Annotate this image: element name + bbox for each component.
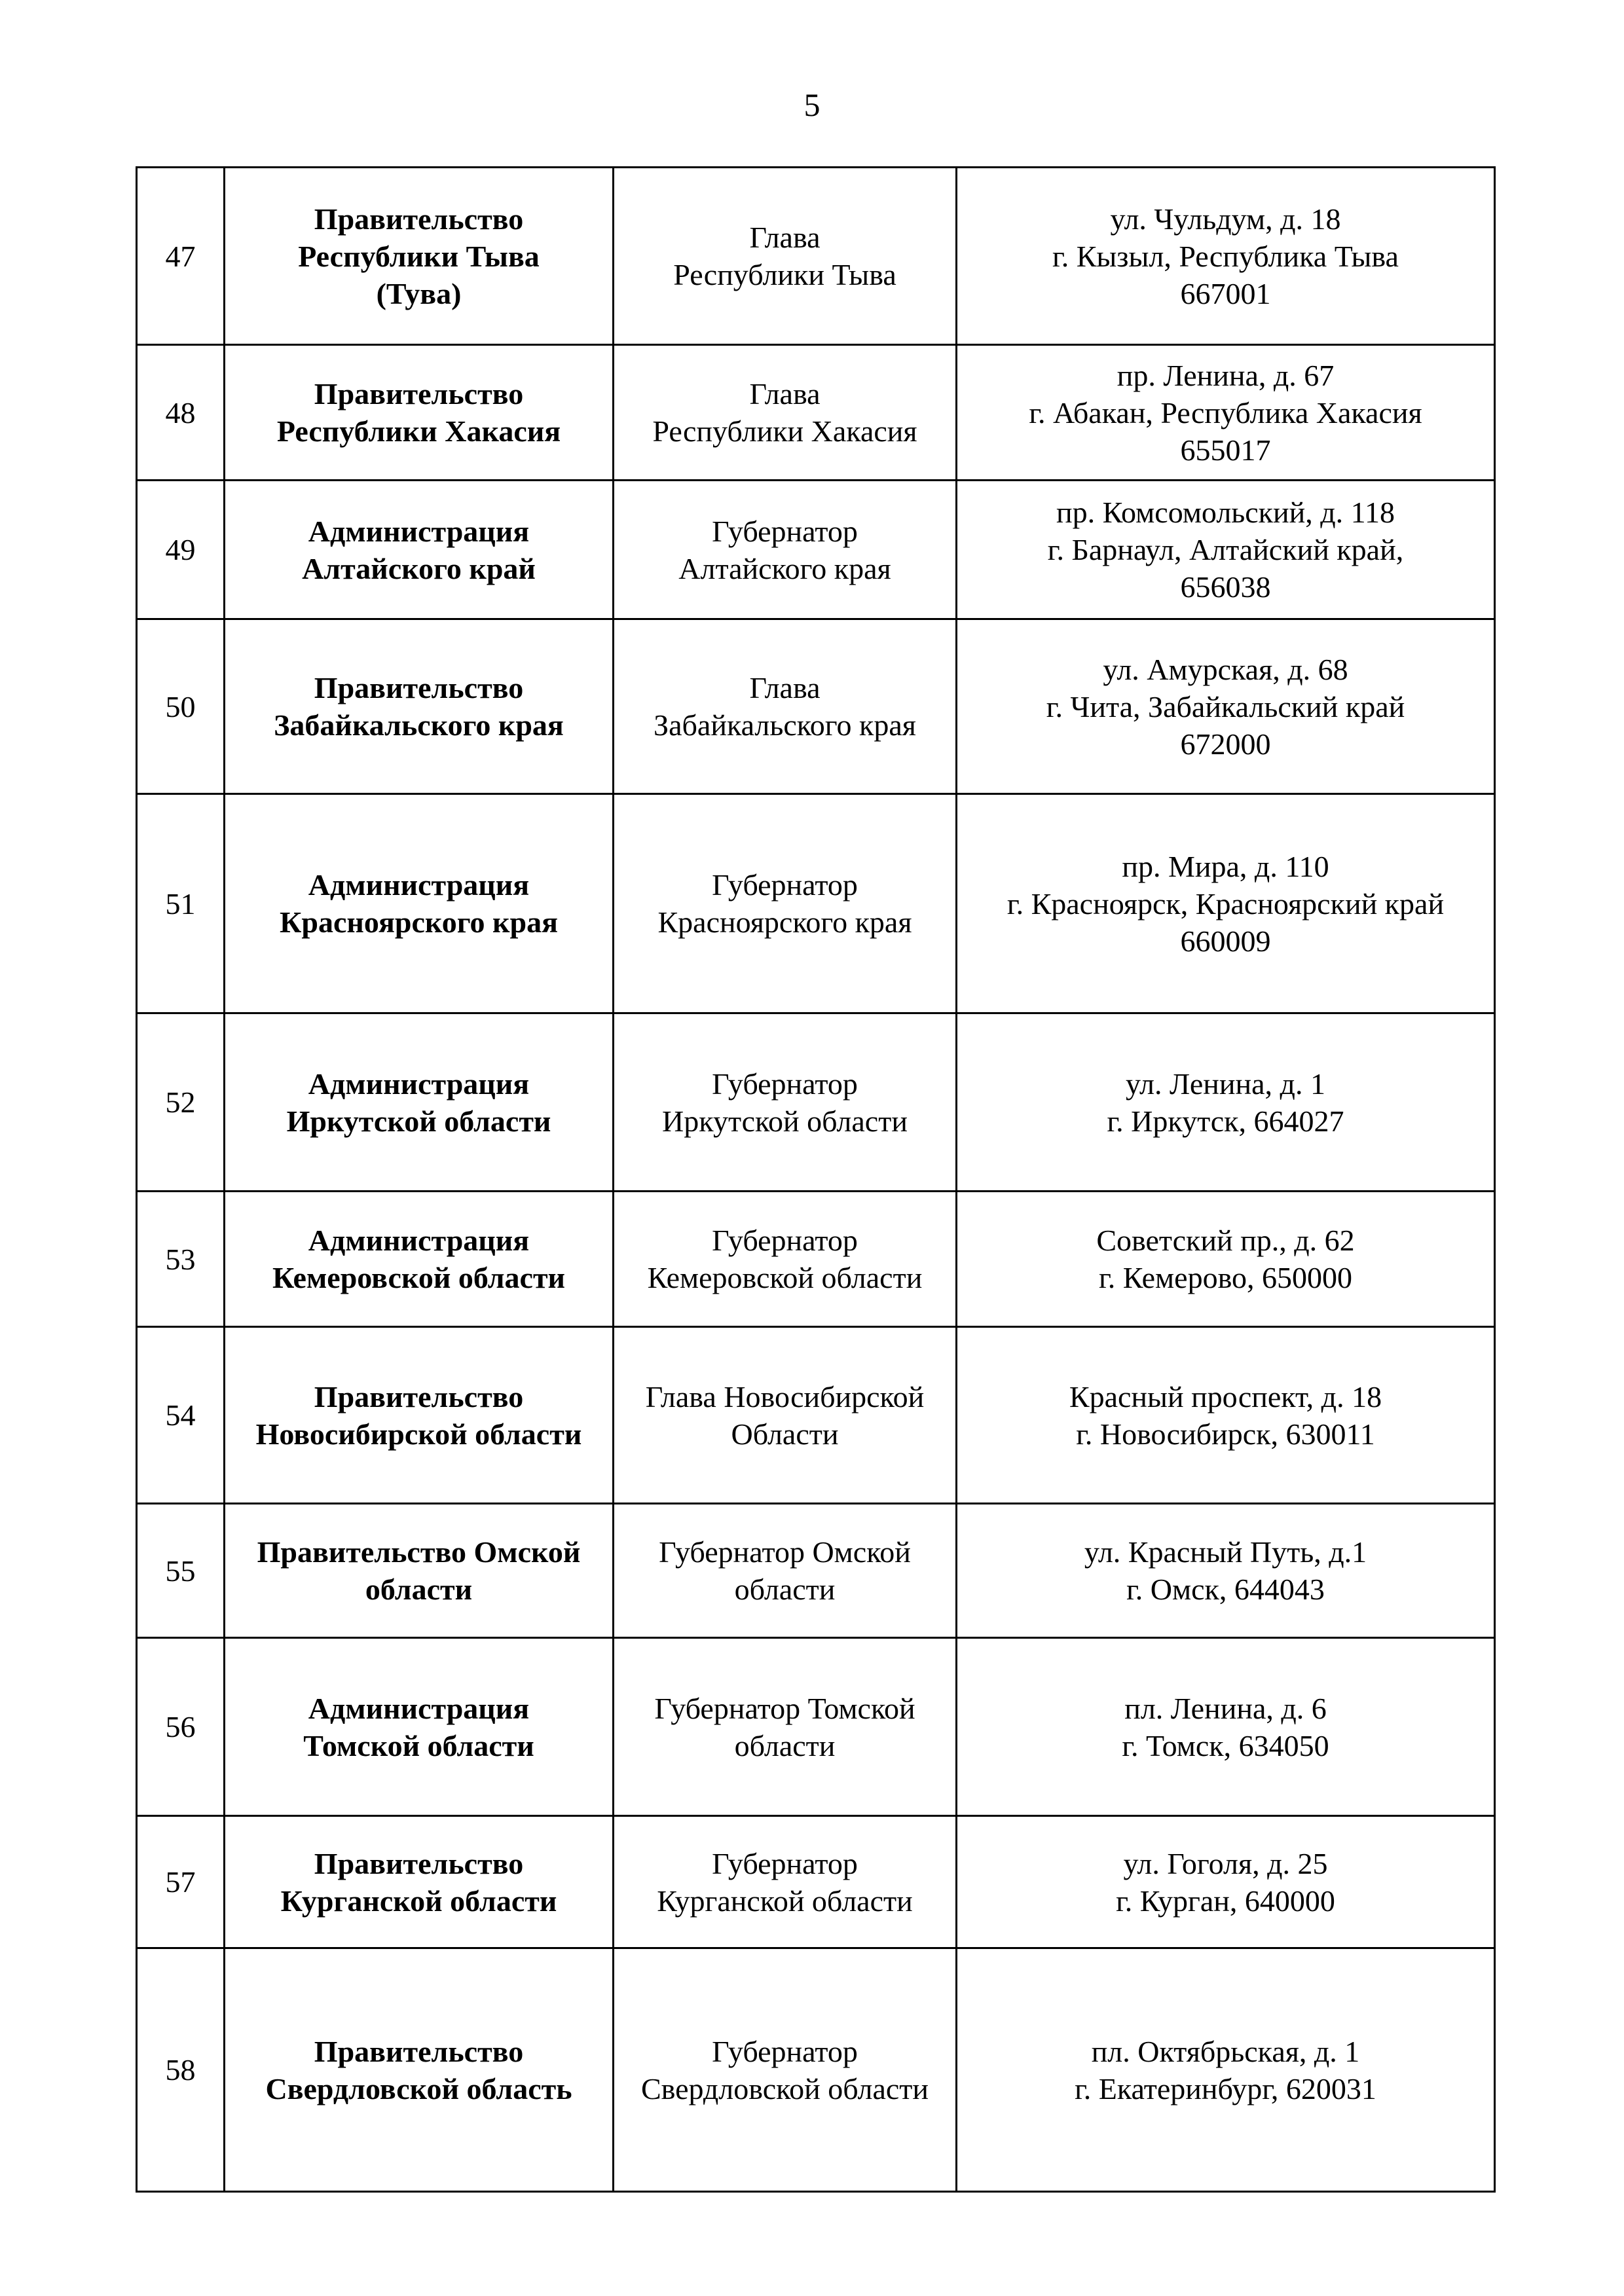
address-line: г. Кемерово, 650000 xyxy=(1099,1261,1352,1294)
official-line: Губернатор xyxy=(712,514,858,548)
organization-line: Правительство xyxy=(314,1846,524,1880)
organization-line: области xyxy=(365,1573,473,1606)
official-line: Губернатор xyxy=(712,1224,858,1257)
address-line: 655017 xyxy=(1180,433,1271,467)
address-line: г. Екатеринбург, 620031 xyxy=(1075,2071,1376,2105)
regional-authorities-table xyxy=(136,166,1496,2193)
official-line: Глава xyxy=(749,377,821,410)
official-line: Свердловской области xyxy=(640,2071,929,2105)
address-cell xyxy=(957,481,1495,619)
organization-cell xyxy=(225,1327,614,1504)
table-row xyxy=(137,168,1495,345)
table-row xyxy=(137,1504,1495,1638)
page-number: 5 xyxy=(803,86,821,123)
official-cell xyxy=(614,1013,957,1192)
official-line: области xyxy=(734,1573,836,1606)
official-line: Алтайского края xyxy=(678,551,891,585)
official-line: Глава Новосибирской xyxy=(645,1379,925,1413)
official-line: области xyxy=(734,1728,836,1762)
organization-line: Правительство xyxy=(314,1379,524,1413)
organization-line: Администрация xyxy=(308,868,530,902)
organization-line: Республики Хакасия xyxy=(276,414,561,448)
organization-cell xyxy=(225,1638,614,1816)
official-line: Губернатор Томской xyxy=(654,1691,915,1725)
table-row xyxy=(137,1327,1495,1504)
row-number: 53 xyxy=(137,1192,225,1327)
organization-cell xyxy=(225,481,614,619)
address-line: г. Иркутск, 664027 xyxy=(1107,1104,1344,1138)
row-number: 50 xyxy=(137,619,225,794)
official-cell xyxy=(614,794,957,1013)
official-cell xyxy=(614,1816,957,1948)
organization-cell xyxy=(225,794,614,1013)
address-line: г. Новосибирск, 630011 xyxy=(1076,1417,1375,1451)
row-number: 58 xyxy=(137,1948,225,2192)
address-line: ул. Красный Путь, д.1 xyxy=(1084,1535,1367,1569)
address-cell xyxy=(957,1816,1495,1948)
organization-line: Правительство Омской xyxy=(257,1535,581,1569)
organization-line: Администрация xyxy=(308,1691,530,1725)
row-number: 52 xyxy=(137,1013,225,1192)
organization-line: Курганской области xyxy=(280,1884,557,1918)
address-line: пр. Ленина, д. 67 xyxy=(1116,358,1335,392)
address-cell xyxy=(957,619,1495,794)
address-cell xyxy=(957,345,1495,481)
row-number: 47 xyxy=(137,168,225,345)
organization-line: Администрация xyxy=(308,1224,530,1257)
organization-line: Правительство xyxy=(314,202,524,236)
official-line: Глава xyxy=(749,671,821,704)
address-line: ул. Гоголя, д. 25 xyxy=(1123,1846,1328,1880)
address-line: г. Красноярск, Красноярский край xyxy=(1006,886,1445,920)
organization-line: Новосибирской области xyxy=(255,1417,582,1451)
official-line: Курганской области xyxy=(657,1884,913,1918)
address-line: 672000 xyxy=(1180,727,1271,761)
address-line: ул. Ленина, д. 1 xyxy=(1126,1066,1325,1101)
address-cell xyxy=(957,168,1495,345)
table-row xyxy=(137,1816,1495,1948)
row-number: 48 xyxy=(137,345,225,481)
address-line: ул. Чульдум, д. 18 xyxy=(1110,202,1341,236)
official-cell xyxy=(614,1638,957,1816)
official-cell xyxy=(614,168,957,345)
organization-line: Красноярского края xyxy=(280,905,558,939)
organization-line: Свердловской область xyxy=(265,2071,572,2105)
official-line: Губернатор xyxy=(712,1846,858,1880)
address-line: Красный проспект, д. 18 xyxy=(1069,1379,1382,1413)
organization-cell xyxy=(225,168,614,345)
official-line: Губернатор xyxy=(712,868,858,902)
address-cell xyxy=(957,1638,1495,1816)
address-line: г. Курган, 640000 xyxy=(1116,1884,1335,1918)
official-line: Кемеровской области xyxy=(647,1261,923,1294)
address-line: г. Чита, Забайкальский край xyxy=(1046,689,1405,723)
address-cell xyxy=(957,1192,1495,1327)
official-cell xyxy=(614,1948,957,2192)
organization-line: Администрация xyxy=(308,1066,530,1101)
official-cell xyxy=(614,619,957,794)
row-number: 49 xyxy=(137,481,225,619)
address-line: пр. Мира, д. 110 xyxy=(1122,849,1329,883)
organization-cell xyxy=(225,1192,614,1327)
address-line: 667001 xyxy=(1180,276,1271,310)
organization-cell xyxy=(225,1504,614,1638)
organization-line: (Тува) xyxy=(376,276,462,310)
address-line: 660009 xyxy=(1180,924,1271,958)
official-line: Забайкальского края xyxy=(654,708,916,742)
row-number: 57 xyxy=(137,1816,225,1948)
table-row xyxy=(137,345,1495,481)
official-line: Губернатор xyxy=(712,2034,858,2068)
table-row xyxy=(137,1013,1495,1192)
address-line: г. Томск, 634050 xyxy=(1122,1728,1329,1762)
table-row xyxy=(137,1192,1495,1327)
official-line: Губернатор Омской xyxy=(659,1535,911,1569)
organization-cell xyxy=(225,1948,614,2192)
address-line: г. Омск, 644043 xyxy=(1126,1573,1325,1606)
table-row xyxy=(137,481,1495,619)
address-line: г. Барнаул, Алтайский край, xyxy=(1047,533,1404,566)
official-cell xyxy=(614,345,957,481)
organization-line: Правительство xyxy=(314,2034,524,2068)
address-line: пр. Комсомольский, д. 118 xyxy=(1056,496,1395,529)
address-cell xyxy=(957,794,1495,1013)
table-row xyxy=(137,1948,1495,2192)
official-cell xyxy=(614,1327,957,1504)
organization-line: Кемеровской области xyxy=(272,1261,566,1294)
table-row xyxy=(137,1638,1495,1816)
organization-line: Иркутской области xyxy=(286,1104,551,1138)
table-row xyxy=(137,794,1495,1013)
address-line: Советский пр., д. 62 xyxy=(1096,1224,1355,1257)
official-line: Глава xyxy=(749,221,821,254)
organization-cell xyxy=(225,1013,614,1192)
address-cell xyxy=(957,1504,1495,1638)
row-number: 51 xyxy=(137,794,225,1013)
organization-line: Республики Тыва xyxy=(298,239,540,273)
organization-line: Правительство xyxy=(314,671,524,704)
organization-line: Алтайского край xyxy=(302,551,536,585)
organization-line: Томской области xyxy=(303,1728,534,1762)
table-row xyxy=(137,619,1495,794)
official-line: Республики Тыва xyxy=(673,258,896,291)
address-line: г. Абакан, Республика Хакасия xyxy=(1029,395,1422,429)
address-cell xyxy=(957,1948,1495,2192)
official-line: Республики Хакасия xyxy=(652,414,917,448)
organization-line: Администрация xyxy=(308,514,530,548)
address-cell xyxy=(957,1013,1495,1192)
row-number: 54 xyxy=(137,1327,225,1504)
address-line: ул. Амурская, д. 68 xyxy=(1103,652,1348,686)
official-line: Области xyxy=(731,1417,839,1451)
official-cell xyxy=(614,481,957,619)
official-cell xyxy=(614,1192,957,1327)
address-line: 656038 xyxy=(1180,570,1271,604)
organization-cell xyxy=(225,345,614,481)
address-line: пл. Октябрьская, д. 1 xyxy=(1091,2034,1360,2068)
organization-cell xyxy=(225,1816,614,1948)
official-line: Красноярского края xyxy=(657,905,912,939)
address-cell xyxy=(957,1327,1495,1504)
row-number: 55 xyxy=(137,1504,225,1638)
organization-line: Правительство xyxy=(314,377,524,410)
address-line: г. Кызыл, Республика Тыва xyxy=(1052,239,1399,273)
organization-line: Забайкальского края xyxy=(274,708,564,742)
address-line: пл. Ленина, д. 6 xyxy=(1124,1691,1327,1725)
official-line: Губернатор xyxy=(712,1066,858,1101)
organization-cell xyxy=(225,619,614,794)
official-cell xyxy=(614,1504,957,1638)
official-line: Иркутской области xyxy=(662,1104,908,1138)
row-number: 56 xyxy=(137,1638,225,1816)
